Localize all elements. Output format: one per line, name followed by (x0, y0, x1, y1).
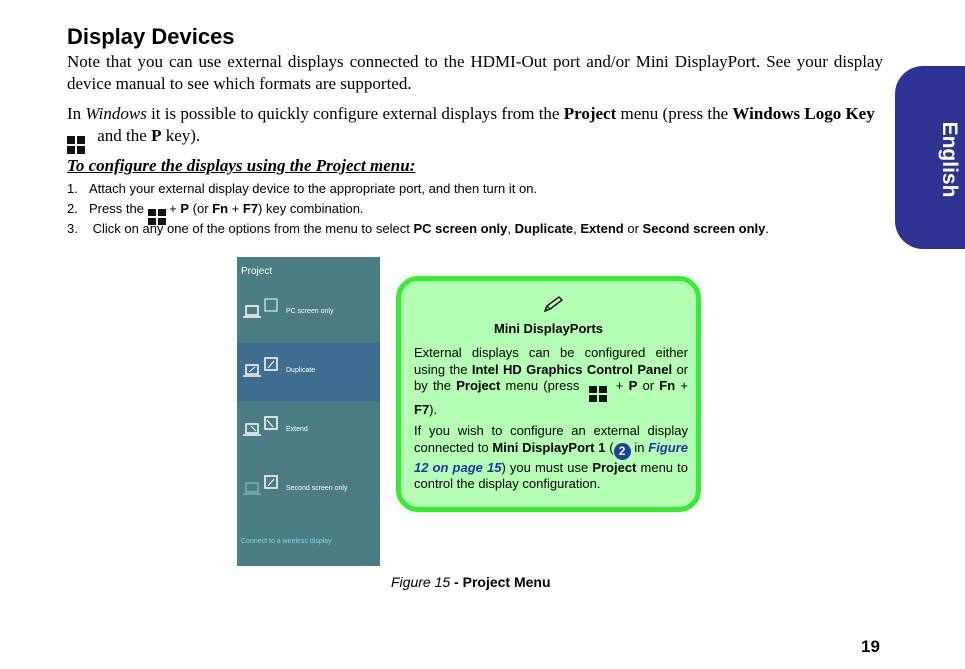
text: ( (605, 439, 614, 455)
note-paragraph-1 (414, 345, 688, 419)
text: In (67, 104, 86, 123)
pc-screen-only-icon (243, 297, 279, 321)
text: + (610, 378, 629, 393)
step-1 (67, 181, 537, 196)
windows-paragraph (67, 103, 883, 154)
option-second-screen: Second screen only (642, 221, 766, 236)
p-key-text: P (151, 126, 162, 145)
menu-item-label: Extend (286, 426, 308, 433)
text: ). (429, 402, 438, 417)
step-text: Click on any one of the options from the menu to select (89, 221, 414, 236)
figure-number: Figure 15 (391, 574, 451, 590)
step-text: (or (189, 201, 213, 216)
step-text: , (573, 221, 581, 236)
windows-logo-icon (589, 386, 607, 402)
text: menu (press the (616, 104, 733, 123)
language-side-tab (895, 66, 965, 249)
key-f7: F7 (414, 402, 430, 417)
figure-reference-link[interactable]: Figure 12 on page 15 (414, 439, 688, 475)
duplicate-icon (243, 356, 279, 380)
step-text: Press the (89, 201, 148, 216)
menu-item-pc-screen-only[interactable] (237, 284, 380, 342)
text: + (675, 378, 688, 393)
page-number: 19 (861, 637, 880, 656)
step-text: + (228, 201, 243, 216)
step-3 (67, 221, 769, 236)
text: key). (161, 126, 201, 145)
text: or by the (414, 361, 688, 393)
text: External displays can be configured either using the (414, 345, 688, 377)
project-menu-title: Project (241, 266, 273, 277)
step-number: 2. (67, 201, 78, 216)
caption-separator: - (450, 574, 463, 590)
mini-displayport-text: Mini DisplayPort 1 (492, 439, 606, 455)
windows-text: Windows (85, 104, 147, 123)
step-text: or (623, 221, 643, 236)
project-text: Project (456, 378, 501, 393)
step-text: , (507, 221, 515, 236)
text: menu (press (500, 378, 585, 393)
intel-panel-text: Intel HD Graphics Control Panel (471, 361, 673, 377)
step-text: ) key combination. (258, 201, 364, 216)
menu-item-label: Duplicate (286, 367, 316, 374)
second-screen-only-icon (243, 474, 279, 498)
page-heading: Display Devices (67, 24, 235, 49)
text: ) you must use (501, 459, 593, 475)
step-number: 1. (67, 181, 78, 196)
project-text: Project (592, 459, 637, 475)
language-label: English (938, 121, 961, 198)
intro-paragraph: Note that you can use external displays connected to the HDMI-Out port and/or Mini DisplayPort. See your display device manual to see which formats are supported. (67, 52, 883, 93)
menu-item-label: Second screen only (286, 485, 348, 492)
menu-item-second-screen-only[interactable] (237, 461, 380, 519)
logo-key-text: Windows Logo Key (732, 104, 875, 123)
callout-number-badge: 2 (614, 443, 631, 460)
step-text: . (765, 221, 769, 236)
option-duplicate: Duplicate (514, 221, 574, 236)
key-fn: Fn (212, 201, 229, 216)
key-fn: Fn (659, 378, 676, 393)
project-text: Project (563, 104, 617, 123)
text: it is possible to quickly configure external displays from the (146, 104, 564, 123)
menu-item-duplicate[interactable] (237, 343, 380, 401)
note-box (396, 276, 701, 512)
text: If you wish to configure an external display connected to (414, 423, 688, 455)
key-f7: F7 (242, 201, 259, 216)
option-extend: Extend (580, 221, 624, 236)
text: in (630, 439, 649, 455)
connect-wireless-display-link[interactable]: Connect to a wireless display (241, 538, 332, 545)
key-p: P (628, 378, 638, 393)
menu-item-extend[interactable] (237, 402, 380, 460)
step-text: Attach your external display device to the appropriate port, and then turn it on. (89, 181, 538, 196)
text: menu to control the display configuration. (414, 459, 688, 491)
text: and the (93, 126, 152, 145)
extend-icon (243, 415, 279, 439)
figure-caption (391, 574, 551, 590)
option-pc-screen: PC screen only (413, 221, 508, 236)
step-number: 3. (67, 221, 78, 236)
step-text: + (165, 201, 181, 216)
note-paragraph-2 (414, 423, 688, 493)
menu-item-label: PC screen only (286, 308, 334, 315)
project-menu (237, 257, 380, 566)
figure-name: Project Menu (462, 574, 551, 590)
key-p: P (180, 201, 190, 216)
text: or (637, 378, 660, 393)
note-title: Mini DisplayPorts (493, 321, 604, 336)
pencil-icon (542, 295, 564, 313)
windows-logo-icon (67, 136, 85, 154)
section-heading: To configure the displays using the Project menu: (67, 156, 416, 175)
